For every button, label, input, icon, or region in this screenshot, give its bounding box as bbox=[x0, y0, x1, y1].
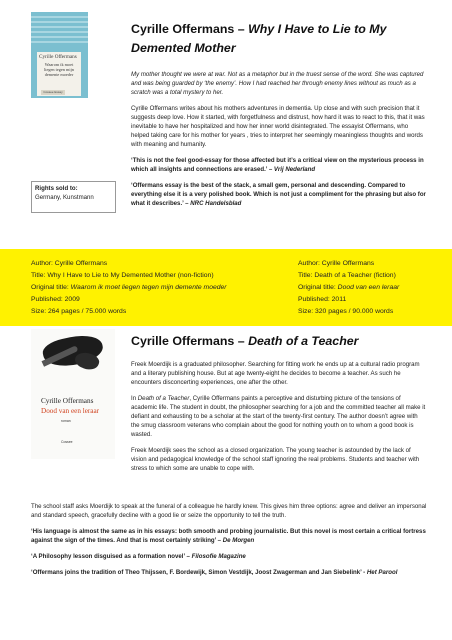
book1-heading-title: Why I Have to Lie to My Demented Mother bbox=[131, 22, 387, 55]
book1-quote2-source: NRC Handelsblad bbox=[190, 200, 242, 207]
book1-quote2-text: ‘Offermans essay is the best of the stack, a small gem, personal and descending. Compared to everything else it is a very polished book. Which is not just a compliment for the phrasing but also for what it describes.’ – bbox=[131, 182, 426, 207]
book1-quote1 bbox=[131, 156, 427, 174]
book2-p2-pre: In bbox=[131, 395, 138, 402]
cover2-subtitle: roman bbox=[61, 419, 71, 423]
book2-quote3 bbox=[31, 568, 433, 577]
info-left-size: Size: 264 pages / 75.000 words bbox=[31, 308, 127, 315]
book1-quote1-source: Vrij Nederland bbox=[273, 166, 316, 173]
info-left-published: Published: 2009 bbox=[31, 296, 80, 303]
book1-heading-author: Cyrille Offermans – bbox=[131, 22, 249, 36]
book2-quote3-text: ‘Offermans joins the tradition of Theo Thijssen, F. Bordewijk, Simon Vestdijk, Joost Zwagerman and Jan Siebelink’ - bbox=[31, 569, 367, 576]
book2-heading-title: Death of a Teacher bbox=[248, 334, 359, 348]
info-left-original-label: Original title: bbox=[31, 284, 71, 291]
info-left bbox=[31, 258, 291, 318]
book2-quote2-text: ‘A Philosophy lesson disguised as a formation novel’ – bbox=[31, 553, 192, 560]
book2-text bbox=[131, 360, 427, 478]
cover2-author: Cyrille Offermans bbox=[41, 397, 94, 405]
book1-heading bbox=[131, 20, 431, 58]
book2-quote1-source: De Morgen bbox=[222, 537, 255, 544]
book-cover-demented-mother bbox=[31, 12, 88, 98]
book2-quote3-source: Het Parool bbox=[366, 569, 398, 576]
cover-publisher-box bbox=[41, 90, 65, 95]
info-right bbox=[298, 258, 448, 318]
info-right-size: Size: 320 pages / 90.000 words bbox=[298, 308, 394, 315]
cover-stripes bbox=[31, 16, 88, 46]
info-right-original bbox=[298, 282, 448, 294]
book1-quote1-text: ‘This is not the feel good-essay for those affected but it’s a critical view on the mysterious process in which all insights and connections are erased.’ – bbox=[131, 157, 424, 173]
book1-lead: My mother thought we were at war. Not as a metaphor but in the truest sense of the word. She was captured and was being guarded by ‘the enemy’. How I had reached her through enemy lines without as much as a scratch was a total mystery to her. bbox=[131, 71, 424, 96]
book1-body: Cyrille Offermans writes about his mothers adventures in dementia. Up close and with such precision that it suggests deep love. How it started, with forgetfulness and distrust, how hard it was to react to this, that it was inevitable to have her hospitalized and how her inner world disintegrated. The essayist Offermans, who helped taking care for his mother for years , tries to interpret her seemingly meaningless thoughts and words with meaning and humanity. bbox=[131, 105, 425, 148]
book1-quote2 bbox=[131, 181, 427, 208]
book2-p2-rest: , Cyrille Offermans paints a perceptive and disturbing picture of the tensions of academic life. The student in doubt, the philosopher searching for a job and the committed teacher all make it defiant and exhausting to be a scholar at the start of the twenty-first century. The author doesn’t agree with the smug classroom veterans who complain about the good for nothing youth on to whom a good book is wasted. bbox=[131, 395, 426, 438]
info-left-original bbox=[31, 282, 291, 294]
book2-quote1 bbox=[31, 527, 433, 545]
book2-p4: The school staff asks Moerdijk to speak at the funeral of a colleague he hardly knew. This gives him three options: agree and deliver an impersonal and standard speech, gracefully decline with a good lie or seize the opportunity to tell the truth. bbox=[31, 503, 427, 519]
book-cover-death-of-a-teacher bbox=[31, 329, 115, 459]
info-band bbox=[0, 249, 452, 326]
book2-full bbox=[31, 502, 433, 582]
cover2-publisher: Cossee bbox=[61, 440, 73, 444]
cover-title: Waarom ik moet liegen tegen mijn demente moeder bbox=[44, 62, 74, 77]
info-left-original-value: Waarom ik moet liegen tegen mijn demente moeder bbox=[70, 284, 227, 291]
book2-p2 bbox=[131, 394, 427, 439]
book2-p3: Freek Moerdijk sees the school as a closed organization. The young teacher is astounded by the lack of vision and pedagogical knowledge of the school staff ignoring the real problems. Students and teacher with stress to which some are unable to cope with. bbox=[131, 447, 420, 472]
book1-text bbox=[131, 70, 427, 213]
info-right-title: Title: Death of a Teacher (fiction) bbox=[298, 272, 396, 279]
info-right-published: Published: 2011 bbox=[298, 296, 347, 303]
cover-publisher: Cossee Essay bbox=[43, 90, 63, 94]
info-left-author: Author: Cyrille Offermans bbox=[31, 260, 108, 267]
info-right-original-label: Original title: bbox=[298, 284, 338, 291]
info-right-author: Author: Cyrille Offermans bbox=[298, 260, 375, 267]
book2-quote1-text: ‘His language is almost the same as in his essays: both smooth and probing journalistic. But this novel is most certain a critical fortress against the sign of the times. And that is most certainly striking’ – bbox=[31, 528, 426, 544]
cover2-title: Dood van een leraar bbox=[41, 407, 100, 415]
book2-heading bbox=[131, 332, 431, 351]
book2-quote2 bbox=[31, 552, 433, 561]
info-right-original-value: Dood van een leraar bbox=[337, 284, 400, 291]
book2-heading-author: Cyrille Offermans – bbox=[131, 334, 249, 348]
book2-quote2-source: Filosofie Magazine bbox=[191, 553, 246, 560]
book2-p1: Freek Moerdijk is a graduated philosopher. Searching for fitting work he ends up at a cultural radio program and a literary publishing house. But at age twenty-eight he decides to become a teacher. As such he encounters disconcerting experiences, one after the other. bbox=[131, 361, 420, 386]
book2-p2-title: Death of a Teacher bbox=[137, 395, 190, 402]
rights-label: Rights sold to: bbox=[35, 185, 78, 192]
info-left-title: Title: Why I Have to Lie to My Demented Mother (non-fiction) bbox=[31, 272, 214, 279]
rights-box bbox=[31, 181, 116, 213]
rights-value: Germany, Kunstmann bbox=[35, 194, 94, 201]
cover-author: Cyrille Offermans bbox=[39, 54, 77, 60]
